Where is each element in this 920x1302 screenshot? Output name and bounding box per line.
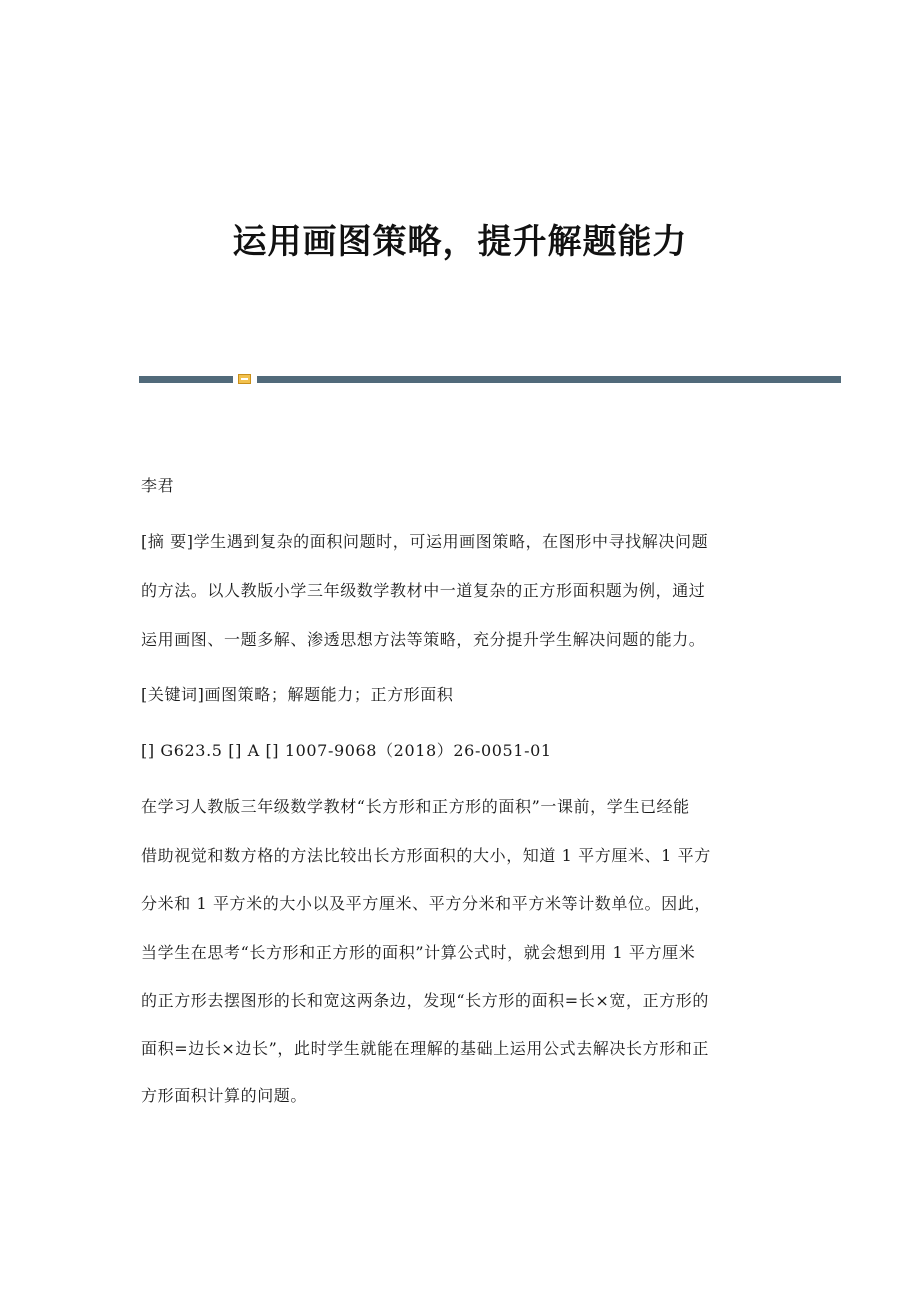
author-name: 李君 — [141, 476, 175, 495]
document-title: 运用画图策略，提升解题能力 — [232, 222, 688, 262]
title-divider — [139, 374, 841, 384]
keywords-line: [关键词]画图策略；解题能力；正方形面积 — [141, 685, 454, 704]
body-paragraph-line: 借助视觉和数方格的方法比较出长方形面积的大小，知道 1 平方厘米、1 平方 — [141, 846, 711, 865]
divider-bar-left — [139, 376, 233, 383]
body-paragraph-line: 在学习人教版三年级数学教材“长方形和正方形的面积”一课前，学生已经能 — [141, 797, 690, 816]
body-paragraph-line: 当学生在思考“长方形和正方形的面积”计算公式时，就会想到用 1 平方厘米 — [141, 943, 696, 962]
divider-bar-right — [257, 376, 841, 383]
abstract-line: [摘 要]学生遇到复杂的面积问题时，可运用画图策略，在图形中寻找解决问题 — [141, 532, 709, 551]
classification-line: [] G623.5 [] A [] 1007-9068（2018）26-0051-01 — [141, 741, 552, 760]
body-paragraph-line: 分米和 1 平方米的大小以及平方厘米、平方分米和平方米等计数单位。因此， — [141, 894, 711, 913]
abstract-line: 的方法。以人教版小学三年级数学教材中一道复杂的正方形面积题为例，通过 — [141, 581, 706, 600]
body-paragraph-line: 方形面积计算的问题。 — [141, 1086, 308, 1105]
abstract-line: 运用画图、一题多解、渗透思想方法等策略，充分提升学生解决问题的能力。 — [141, 630, 706, 649]
divider-ornament-icon — [238, 374, 251, 384]
body-paragraph-line: 的正方形去摆图形的长和宽这两条边，发现“长方形的面积=长×宽，正方形的 — [141, 991, 709, 1010]
body-paragraph-line: 面积=边长×边长”，此时学生就能在理解的基础上运用公式去解决长方形和正 — [141, 1039, 709, 1058]
